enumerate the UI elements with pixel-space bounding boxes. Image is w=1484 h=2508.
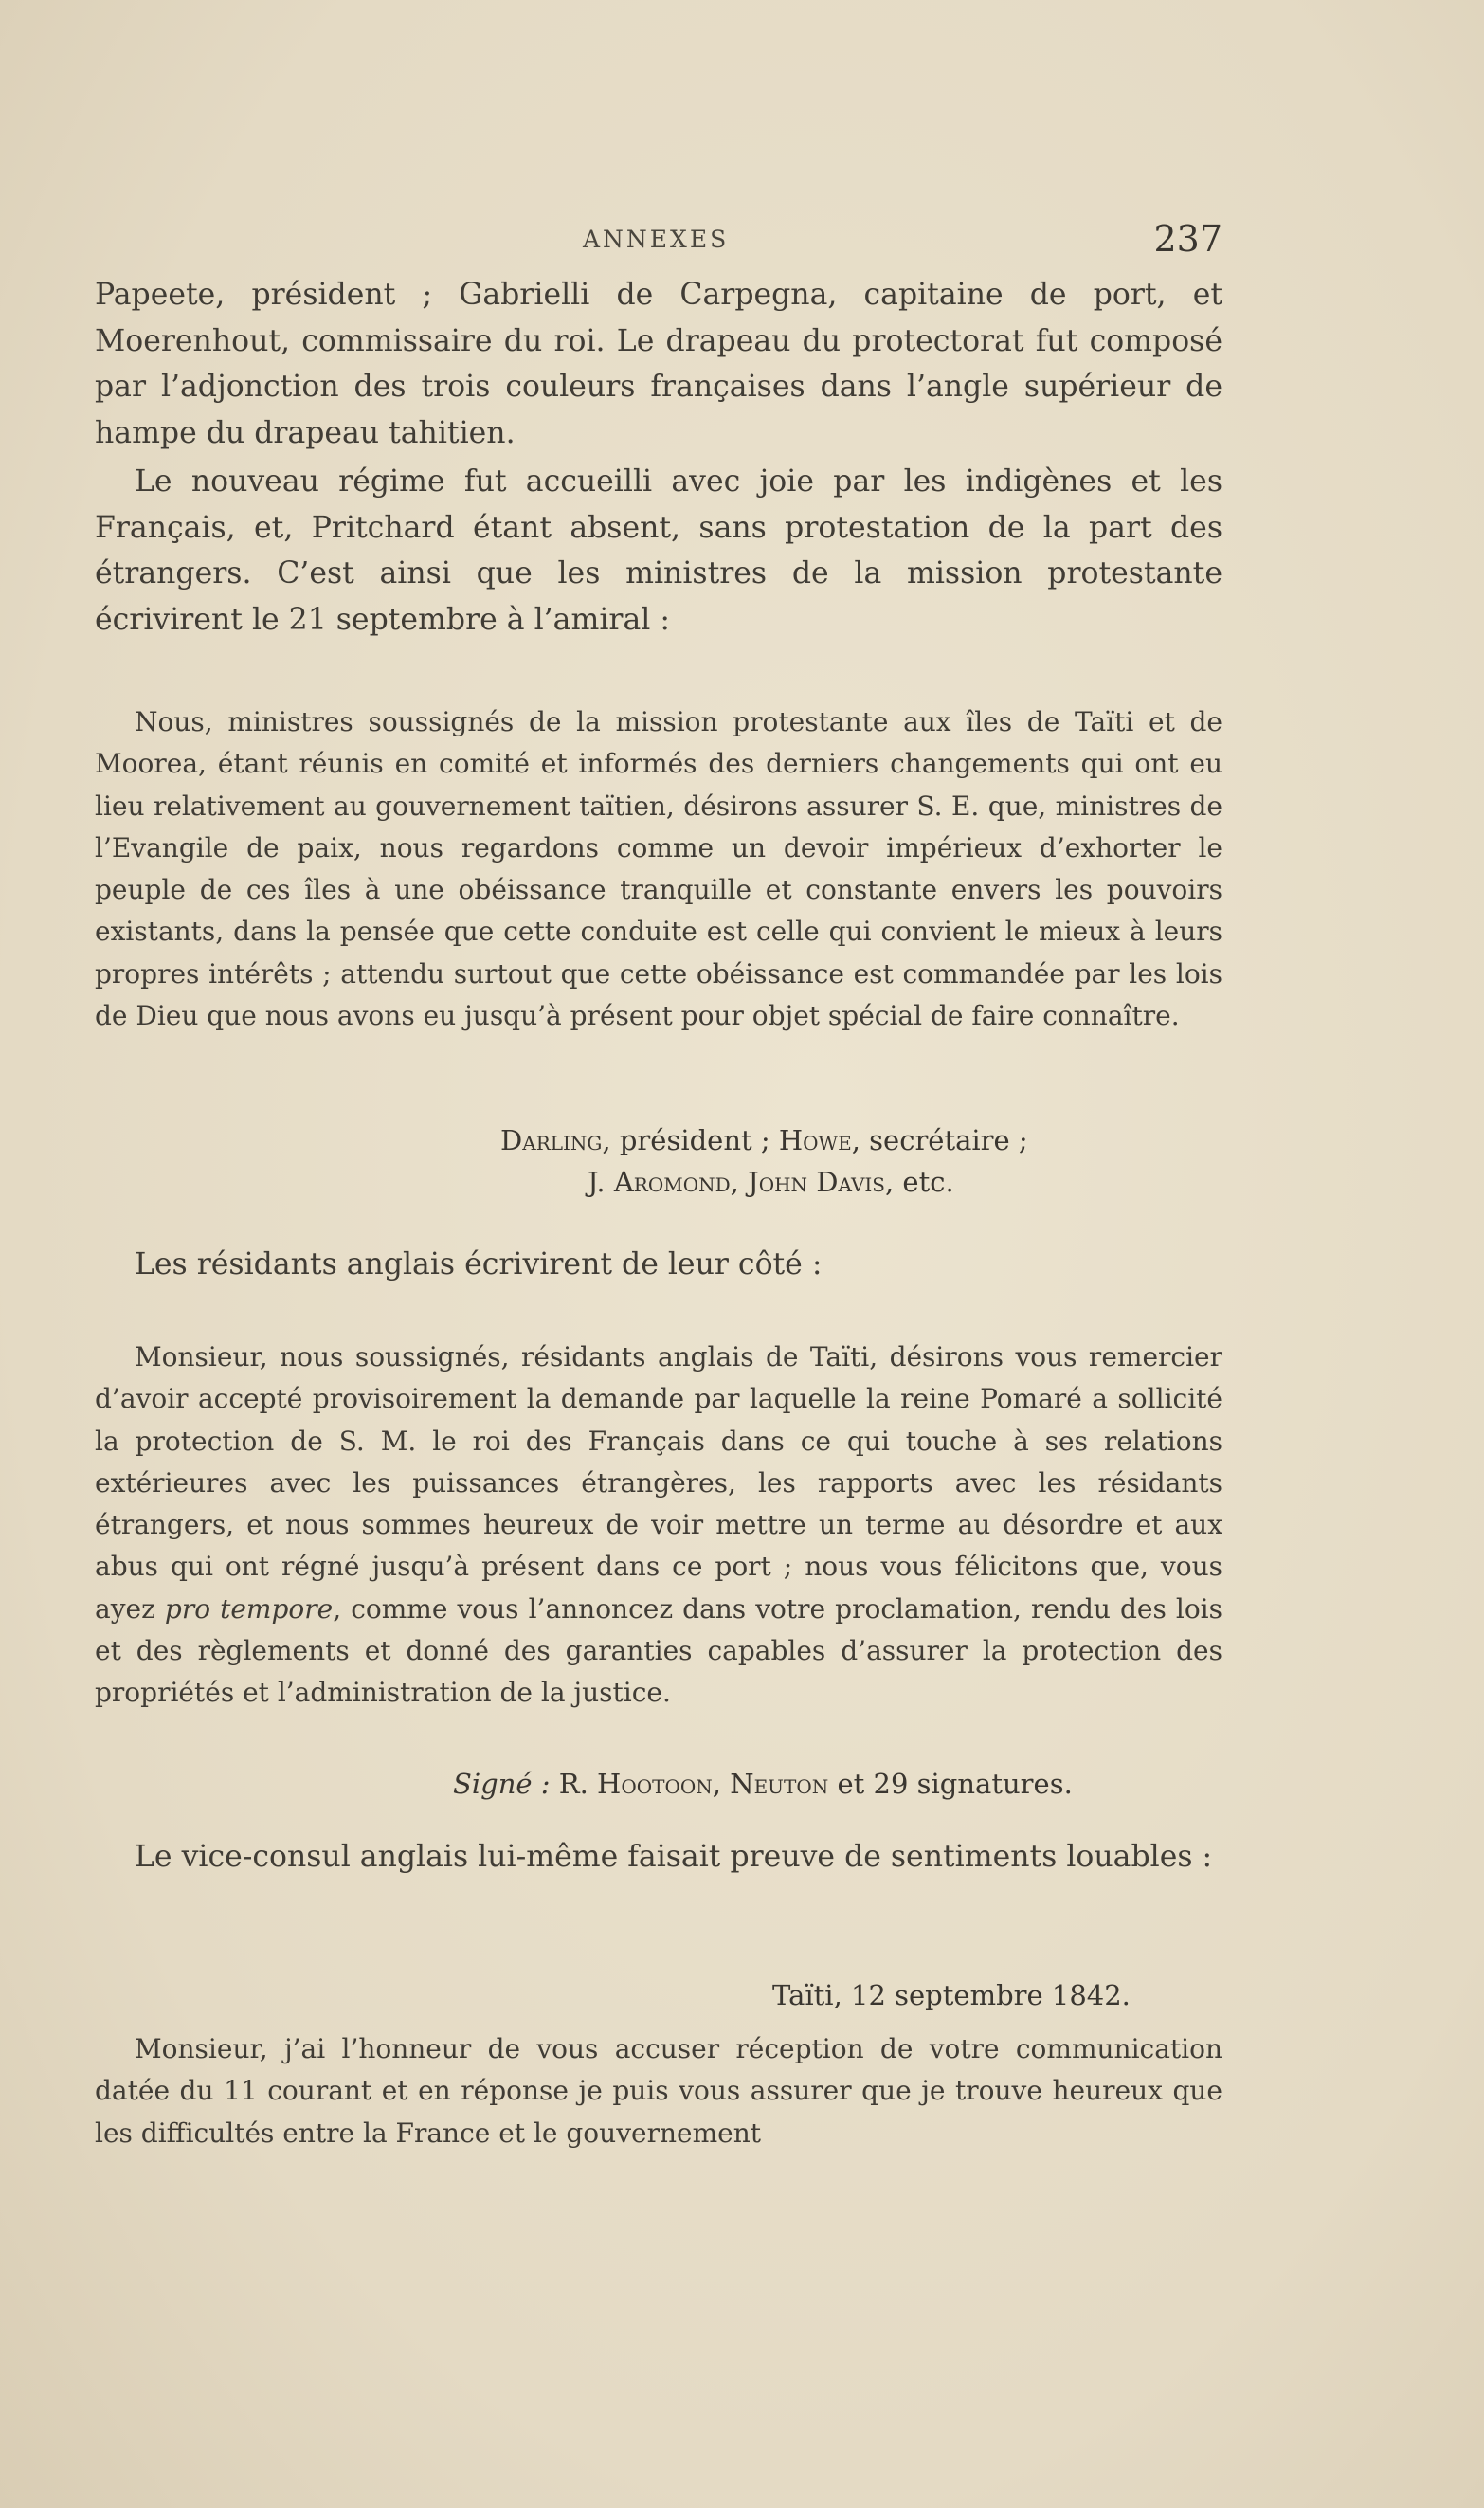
signer-aromond: Aromond	[613, 1166, 731, 1198]
page-header	[95, 218, 1222, 267]
signer-separator: ,	[730, 1166, 749, 1198]
signature-missionaries-line2	[588, 1166, 954, 1198]
signed-label: Signé :	[453, 1768, 551, 1800]
signer-initial: J.	[588, 1166, 614, 1198]
signer-role-secretary: , secrétaire ;	[851, 1124, 1028, 1156]
paragraph-vice-consul: Le vice-consul anglais lui-même faisait preuve de sentiments louables :	[135, 1840, 1213, 1874]
signer-howe: Howe	[778, 1124, 852, 1156]
page-number: 237	[1153, 218, 1222, 260]
letter2-pro-tempore: pro tempore	[164, 1592, 334, 1625]
signer-darling: Darling	[500, 1124, 603, 1156]
letter-english-residents	[95, 1336, 1222, 1715]
paragraph-residants-anglais: Les résidants anglais écrivirent de leur côté :	[135, 1247, 823, 1281]
signer-neuton: Neuton	[730, 1768, 829, 1800]
letter3-dateline: Taïti, 12 septembre 1842.	[772, 1979, 1131, 2011]
signer-count: et 29 signatures.	[828, 1768, 1073, 1800]
signer-r-initial: R.	[550, 1768, 598, 1800]
letter-missionaries: Nous, ministres soussignés de la mission protestante aux îles de Taïti et de Moorea, étant réunis en comité et informés des derniers changements qui ont eu lieu relativement au gouvernement taïtien, désirons assurer S. E. que, ministres de l’Evangile de paix, nous regardons comme un devoir impérieux d’exhorter le peuple de ces îles à une obéissance tranquille et constante envers les pouvoirs existants, dans la pensée que cette conduite est celle qui convient le mieux à leurs propres intérêts ; attendu surtout que cette obéissance est commandée par les lois de Dieu que nous avons eu jusqu’à présent pour objet spécial de faire connaître.	[95, 706, 1222, 1032]
signer-etc: , etc.	[885, 1166, 954, 1198]
paragraph-nouveau-regime: Le nouveau régime fut accueilli avec joie par les indigènes et les Français, et, Pritchard étant absent, sans protestation de la part des étrangers. C’est ainsi que les ministres de la mission protestante écrivirent le 21 septembre à l’amiral :	[95, 464, 1222, 638]
signature-missionaries-line1	[500, 1124, 1028, 1156]
signer-hootoon: Hootoon	[597, 1768, 713, 1800]
running-head: ANNEXES	[583, 226, 730, 253]
letter2-text-before: Monsieur, nous soussignés, résidants anglais de Taïti, désirons vous remercier d’avoir accepté provisoirement la demande par laquelle la reine Pomaré a sollicité la protection de S. M. le roi des Français dans ce qui touche à ses relations extérieures avec les puissances étrangères, les rapports avec les résidants étrangers, et nous sommes heureux de voir mettre un terme au désordre et aux abus qui ont régné jusqu’à présent dans ce port ; nous vous félicitons que, vous ayez	[95, 1341, 1222, 1625]
signer-separator-2: ,	[712, 1768, 731, 1800]
signer-john-davis: John Davis	[748, 1166, 885, 1198]
signature-residents	[453, 1768, 1073, 1800]
letter-vice-consul: Monsieur, j’ai l’honneur de vous accuser réception de votre communication datée du 11 courant et en réponse je puis vous assurer que je trouve heureux que les difficultés entre la France et le gouvernement	[95, 2033, 1222, 2149]
paragraph-papeete: Papeete, président ; Gabrielli de Carpegna, capitaine de port, et Moerenhout, commissaire du roi. Le drapeau du protectorat fut composé par l’adjonction des trois couleurs françaises dans l’angle supérieur de hampe du drapeau tahitien.	[95, 278, 1222, 451]
signer-role-president: , président ;	[602, 1124, 779, 1156]
letter2-text-after: , comme vous l’annoncez dans votre proclamation, rendu des lois et des règlements et donné des garanties capables d’assurer la protection des propriétés et l’administration de la justice.	[95, 1592, 1223, 1709]
